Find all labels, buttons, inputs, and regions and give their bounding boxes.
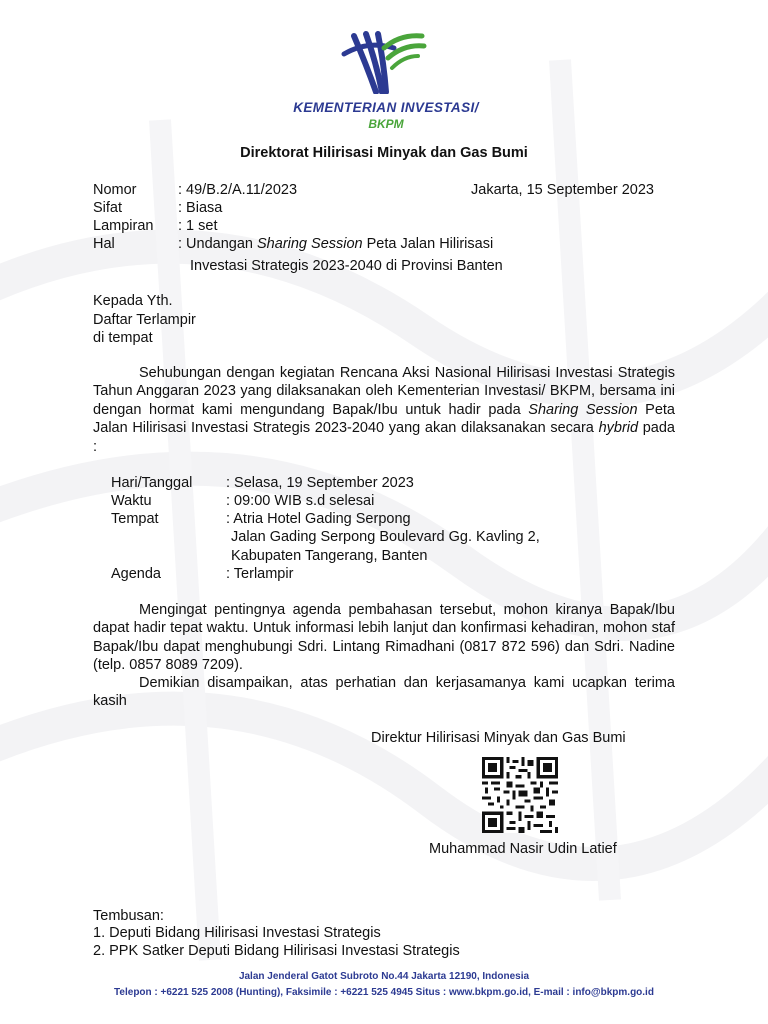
signature-title: Direktur Hilirisasi Minyak dan Gas Bumi — [371, 730, 626, 746]
sifat-value: : Biasa — [178, 200, 223, 216]
recipient-line3: di tempat — [93, 330, 153, 346]
hal-value-line2: Investasi Strategis 2023-2040 di Provinsi Banten — [190, 258, 503, 274]
recipient-line2: Daftar Terlampir — [93, 312, 196, 328]
event-place-line2: Jalan Gading Serpong Boulevard Gg. Kavling 2, — [231, 529, 540, 545]
nomor-value: : 49/B.2/A.11/2023 — [178, 182, 298, 198]
cc-label: Tembusan: — [93, 908, 164, 924]
event-date-label: Hari/Tanggal — [111, 475, 193, 491]
footer-address: Jalan Jenderal Gatot Subroto No.44 Jakarta 12190, Indonesia — [238, 971, 530, 982]
hal-label: Hal — [93, 236, 115, 252]
lampiran-label: Lampiran — [93, 218, 154, 234]
org-abbrev: BKPM — [368, 117, 404, 131]
body-paragraph-3: Demikian disampaikan, atas perhatian dan kerjasamanya kami ucapkan terima kasih — [93, 675, 675, 710]
event-time-value: : 09:00 WIB s.d selesai — [226, 493, 375, 509]
event-agenda-label: Agenda — [111, 566, 161, 582]
cc-item-1: 1. Deputi Bidang Hilirisasi Investasi Strategis — [93, 925, 381, 941]
event-time-label: Waktu — [111, 493, 152, 509]
cc-item-2: 2. PPK Satker Deputi Bidang Hilirisasi Investasi Strategis — [93, 943, 460, 959]
event-place-value: : Atria Hotel Gading Serpong — [226, 511, 411, 527]
sifat-label: Sifat — [93, 200, 123, 216]
place-date: Jakarta, 15 September 2023 — [471, 182, 654, 198]
footer-contact: Telepon : +6221 525 2008 (Hunting), Faksimile : +6221 525 4945 Situs : www.bkpm.go.id, E-mail : info@bkpm.go.id — [114, 987, 654, 998]
body-paragraph-1: Sehubungan dengan kegiatan Rencana Aksi Nasional Hilirisasi Investasi Strategis Tahun Anggaran 2023 yang dilaksanakan oleh Kementerian Investasi/ BKPM, bersama ini dengan hormat kami mengundang Bapak/Ibu untuk hadir pada Sharing Session Peta Jalan Hilirisasi Investasi Strategis 2023-2040 yang akan dilaksanakan secara hybrid pada : — [93, 365, 675, 455]
event-agenda-value: : Terlampir — [226, 566, 294, 582]
event-place-line3: Kabupaten Tangerang, Banten — [231, 548, 428, 564]
event-date-value: : Selasa, 19 September 2023 — [226, 475, 414, 491]
lampiran-value: : 1 set — [178, 218, 218, 234]
directorate-heading: Direktorat Hilirisasi Minyak dan Gas Bumi — [240, 145, 528, 161]
recipient-line1: Kepada Yth. — [93, 293, 173, 309]
body-paragraph-2: Mengingat pentingnya agenda pembahasan tersebut, mohon kiranya Bapak/Ibu dapat hadir tepat waktu. Untuk informasi lebih lanjut dan konfirmasi kehadiran, mohon staf Bapak/Ibu dapat menghubungi Sdri. Lintang Rimadhani (0817 872 596) dan Sdri. Nadine (telp. 0857 8089 7209). — [93, 602, 675, 674]
nomor-label: Nomor — [93, 182, 137, 198]
hal-value: : Undangan Sharing Session Peta Jalan Hilirisasi — [178, 236, 494, 252]
signatory-name: Muhammad Nasir Udin Latief — [429, 841, 617, 857]
org-name: KEMENTERIAN INVESTASI/ — [293, 100, 479, 115]
event-place-label: Tempat — [111, 511, 159, 527]
qr-code-icon — [482, 757, 558, 833]
bkpm-logo-icon — [338, 30, 428, 94]
